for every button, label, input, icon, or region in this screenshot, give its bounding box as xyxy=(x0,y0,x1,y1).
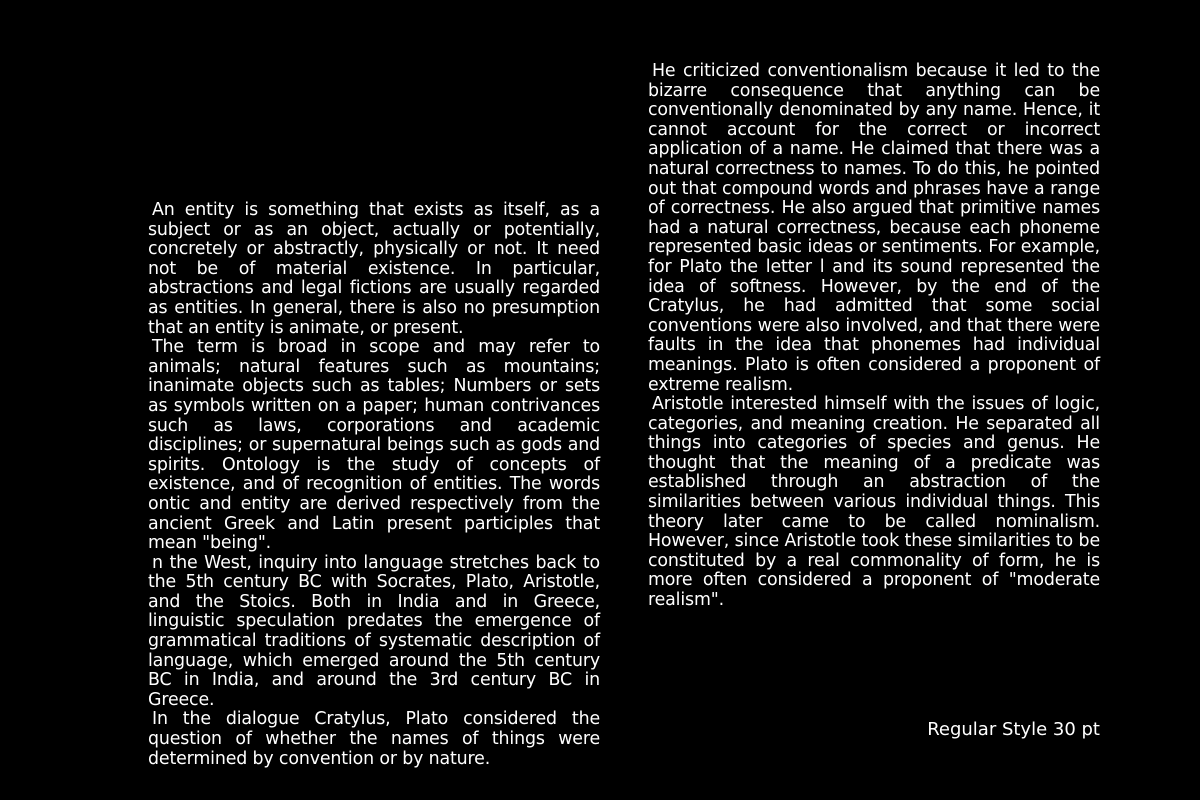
paragraph-entity: An entity is something that exists as itself, as a subject or as an object, actually or potentially, concretely or abstractly, physically or not. It need not be of material existence. In particular, abstractions and legal fictions are usually regarded as entities. In general, there is also no presumption that an entity is animate, or present. xyxy=(148,200,600,338)
style-caption: Regular Style 30 pt xyxy=(927,719,1100,740)
paragraph-term: The term is broad in scope and may refer to animals; natural features such as mountains; inanimate objects such as tables; Numbers or sets as symbols written on a paper; human contrivances such as laws, corporations and academic disciplines; or supernatural beings such as gods and spirits. Ontology is the study of concepts of existence, and of recognition of entities. The words ontic and entity are derived respectively from the ancient Greek and Latin present participles that mean "being". xyxy=(148,337,600,554)
paragraph-west: n the West, inquiry into language stretches back to the 5th century BC with Socrates, Plato, Aristotle, and the Stoics. Both in India and in Greece, linguistic speculation predates the emergence of grammatical traditions of systematic description of language, which emerged around the 5th century BC in India, and around the 3rd century BC in Greece. xyxy=(148,552,600,710)
paragraph-aristotle: Aristotle interested himself with the issues of logic, categories, and meaning creation. He separated all things into categories of species and genus. He thought that the meaning of a predicate was established through an abstraction of the similarities between various individual things. This theory later came to be called nominalism. However, since Aristotle took these similarities to be constituted by a real commonality of form, he is more often considered a proponent of "moderate realism". xyxy=(648,394,1100,611)
paragraph-conventionalism: He criticized conventionalism because it led to the bizarre consequence that anything can be conventionally denominated by any name. Hence, it cannot account for the correct or incorrect application of a name. He claimed that there was a natural correctness to names. To do this, he pointed out that compound words and phrases have a range of correctness. He also argued that primitive names had a natural correctness, because each phoneme represented basic ideas or sentiments. For example, for Plato the letter l and its sound represented the idea of softness. However, by the end of the Cratylus, he had admitted that some social conventions were also involved, and that there were faults in the idea that phonemes had individual meanings. Plato is often considered a proponent of extreme realism. xyxy=(648,61,1100,395)
paragraph-cratylus: In the dialogue Cratylus, Plato considered the question of whether the names of things were determined by convention or by nature. xyxy=(148,709,600,769)
right-text-column xyxy=(648,62,1100,611)
left-text-column xyxy=(148,201,600,769)
